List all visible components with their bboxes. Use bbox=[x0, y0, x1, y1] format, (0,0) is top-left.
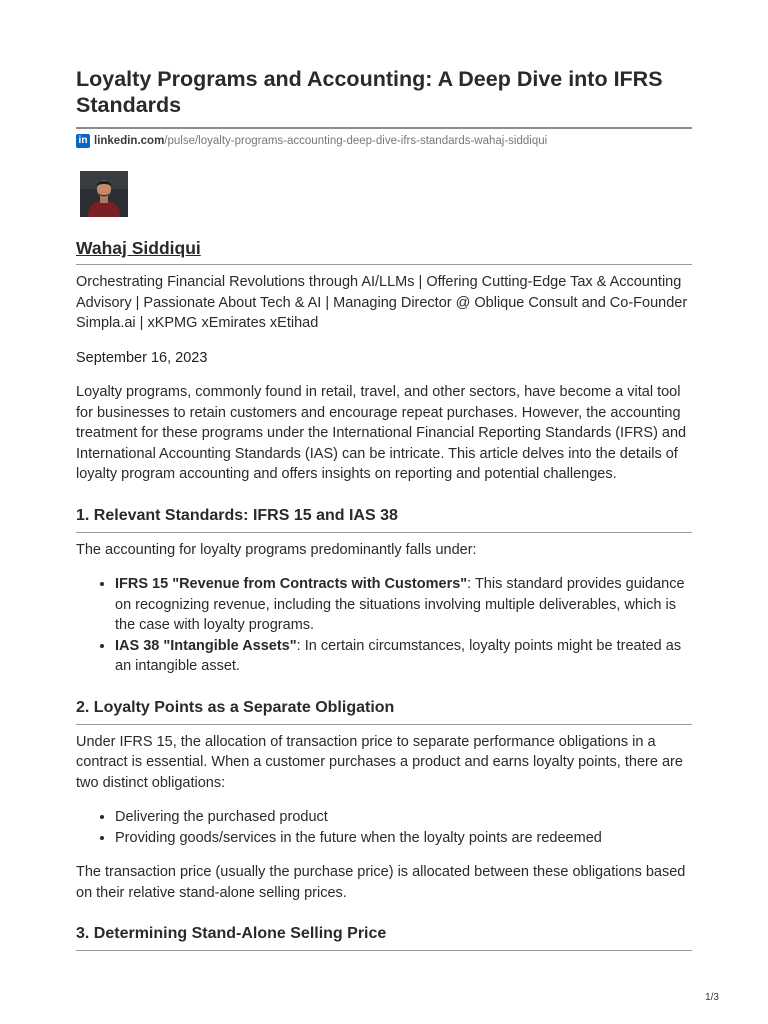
author-name[interactable]: Wahaj Siddiqui bbox=[76, 237, 692, 265]
source-path: /pulse/loyalty-programs-accounting-deep-dive-ifrs-standards-wahaj-siddiqui bbox=[164, 135, 548, 147]
article-title: Loyalty Programs and Accounting: A Deep Dive into IFRS Standards bbox=[76, 66, 692, 129]
author-bio: Orchestrating Financial Revolutions through AI/LLMs | Offering Cutting-Edge Tax & Accounting Advisory | Passionate About Tech & AI | Managing Director @ Oblique Consult and Co-Founder Simpla.ai | xKPMG xEmirates xEtihad bbox=[76, 274, 688, 331]
section-2-lead: Under IFRS 15, the allocation of transaction price to separate performance obligations in a contract is essential. When a customer purchases a product and earns loyalty points, there are two distinct obligations: bbox=[76, 733, 683, 791]
section-1-heading: 1. Relevant Standards: IFRS 15 and IAS 38 bbox=[76, 505, 692, 533]
list-item-strong: IAS 38 "Intangible Assets" bbox=[115, 637, 297, 654]
list-item bbox=[115, 636, 692, 677]
list-item: • Providing goods/services in the future when the loyalty points are redeemed bbox=[115, 828, 692, 849]
page-number: 1/3 bbox=[705, 992, 719, 1003]
section-2-list bbox=[76, 807, 692, 848]
document-page bbox=[76, 0, 692, 951]
list-item: • Delivering the purchased product bbox=[115, 807, 692, 828]
list-item-strong: IFRS 15 "Revenue from Contracts with Customers" bbox=[115, 576, 468, 592]
publish-date: September 16, 2023 bbox=[76, 349, 208, 366]
section-2-closing: The transaction price (usually the purchase price) is allocated between these obligations based on their relative stand-alone selling prices. bbox=[76, 864, 686, 901]
section-2-heading: 2. Loyalty Points as a Separate Obligation bbox=[76, 697, 692, 725]
author-avatar bbox=[80, 171, 128, 217]
intro-paragraph: Loyalty programs, commonly found in retail, travel, and other sectors, have become a vital tool for businesses to retain customers and encourage repeat purchases. However, the accounting treatment for these programs under the International Financial Reporting Standards (IFRS) and International Accounting Standards (IAS) can be intricate. This article delves into the details of loyalty program accounting and offers insights on reporting and potential challenges. bbox=[76, 384, 687, 482]
list-item bbox=[115, 574, 692, 636]
linkedin-icon: in bbox=[76, 134, 90, 148]
section-1-lead: The accounting for loyalty programs predominantly falls under: bbox=[76, 541, 477, 558]
list-item-text: : This standard provides guidance on recognizing revenue, including the situations involving multiple deliverables, which is the case with loyalty programs. bbox=[115, 576, 685, 633]
source-line[interactable] bbox=[76, 133, 692, 149]
section-1-list bbox=[76, 574, 692, 677]
list-item-text: : In certain circumstances, loyalty points might be treated as an intangible asset. bbox=[115, 637, 682, 674]
source-domain: linkedin.com bbox=[94, 135, 165, 147]
section-3-heading: 3. Determining Stand-Alone Selling Price bbox=[76, 923, 692, 951]
